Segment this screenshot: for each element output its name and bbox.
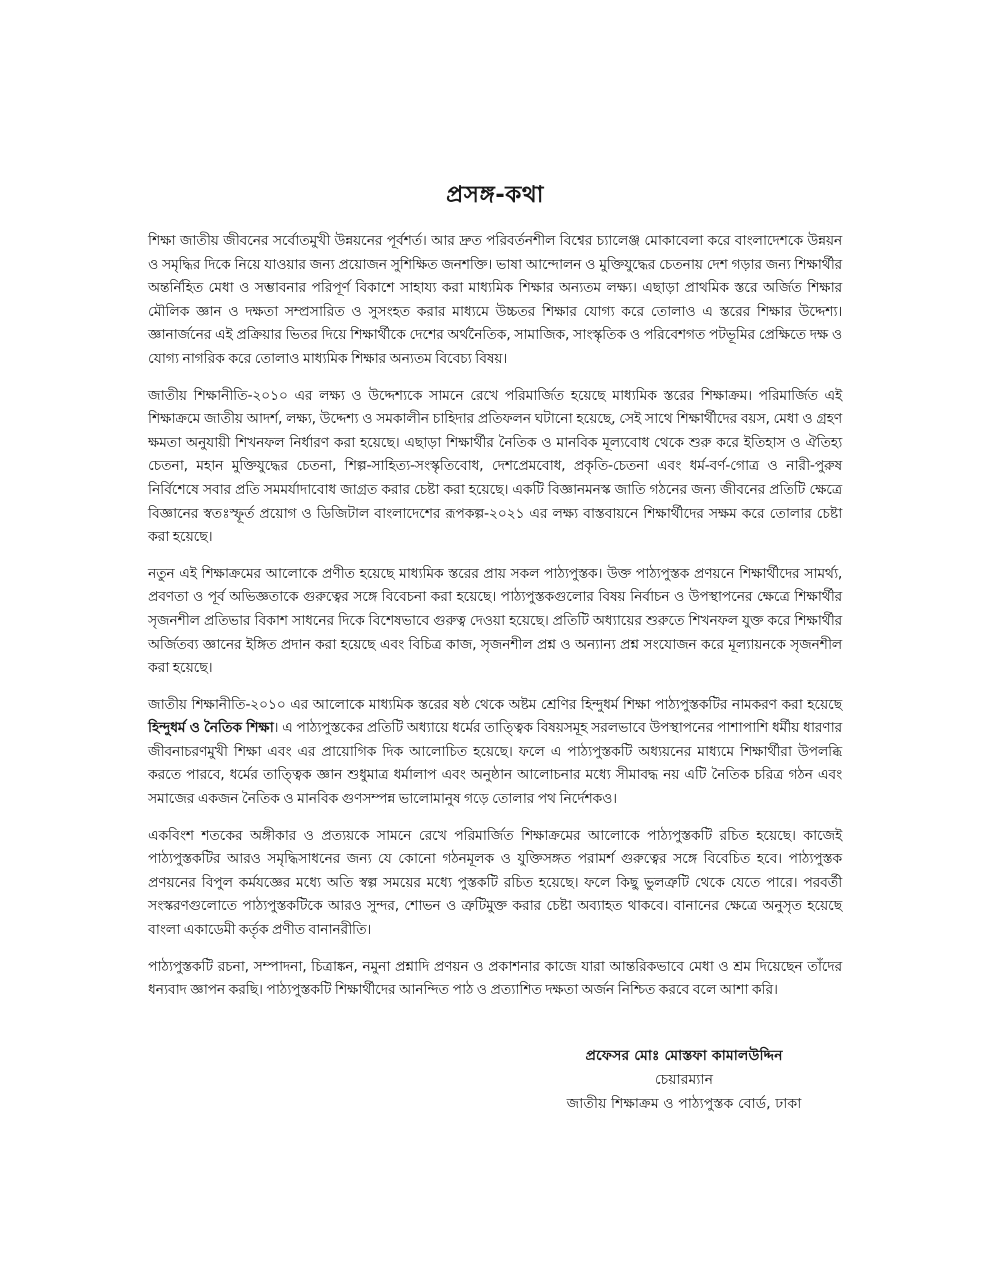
paragraph-3: নতুন এই শিক্ষাক্রমের আলোকে প্রণীত হয়েছে মাধ্যমিক স্তরের প্রায় সকল পাঠ্যপুস্তক। উক্ত পাঠ্যপুস্তক প্রণয়নে শিক্ষার্থীদের সামর্থ্য, প্রবণতা ও পূর্ব অভিজ্ঞতাকে গুরুত্বের সঙ্গে বিবেচনা করা হয়েছে। পাঠ্যপুস্তকগুলোর বিষয় নির্বাচন ও উপস্থাপনের ক্ষেত্রে শিক্ষার্থীর সৃজনশীল প্রতিভার বিকাশ সাধনের দিকে বিশেষভাবে গুরুত্ব দেওয়া হয়েছে। প্রতিটি অধ্যায়ের শুরুতে শিখনফল যুক্ত করে শিক্ষার্থীর অর্জিতব্য জ্ঞানের ইঙ্গিত প্রদান করা হয়েছে এবং বিচিত্র কাজ, সৃজনশীল প্রশ্ন ও অন্যান্য প্রশ্ন সংযোজন করে মূল্যায়নকে সৃজনশীল করা হয়েছে। [148, 565, 842, 677]
signatory-name: প্রফেসর মোঃ মোস্তফা কামালউদ্দিন [585, 1048, 783, 1064]
paragraph-5: একবিংশ শতকের অঙ্গীকার ও প্রত্যয়কে সামনে রেখে পরিমার্জিত শিক্ষাক্রমের আলোকে পাঠ্যপুস্তকটি রচিত হয়েছে। কাজেই পাঠ্যপুস্তকটির আরও সমৃদ্ধিসাধনের জন্য যে কোনো গঠনমূলক ও যুক্তিসঙ্গত পরামর্শ গুরুত্বের সঙ্গে বিবেচিত হবে। পাঠ্যপুস্তক প্রণয়নের বিপুল কর্মযজ্ঞের মধ্যে অতি স্বল্প সময়ের মধ্যে পুস্তকটি রচিত হয়েছে। ফলে কিছু ভুলত্রুটি থেকে যেতে পারে। পরবর্তী সংস্করণগুলোতে পাঠ্যপুস্তকটিকে আরও সুন্দর, শোভন ও ত্রুটিমুক্ত করার চেষ্টা অব্যাহত থাকবে। বানানের ক্ষেত্রে অনুসৃত হয়েছে বাংলা একাডেমী কর্তৃক প্রণীত বানানরীতি। [148, 827, 842, 939]
page-title: প্রসঙ্গ-কথা [446, 182, 544, 208]
paragraph-1: শিক্ষা জাতীয় জীবনের সর্বোতমুখী উন্নয়নের পূর্বশর্ত। আর দ্রুত পরিবর্তনশীল বিশ্বের চ্যালেঞ্জ মোকাবেলা করে বাংলাদেশকে উন্নয়ন ও সমৃদ্ধির দিকে নিয়ে যাওয়ার জন্য প্রয়োজন সুশিক্ষিত জনশক্তি। ভাষা আন্দোলন ও মুক্তিযুদ্ধের চেতনায় দেশ গড়ার জন্য শিক্ষার্থীর অন্তর্নিহিত মেধা ও সম্ভাবনার পরিপূর্ণ বিকাশে সাহায্য করা মাধ্যমিক শিক্ষার অন্যতম লক্ষ্য। এছাড়া প্রাথমিক স্তরে অর্জিত শিক্ষার মৌলিক জ্ঞান ও দক্ষতা সম্প্রসারিত ও সুসংহত করার মাধ্যমে উচ্চতর শিক্ষার যোগ্য করে তোলাও এ স্তরের শিক্ষার উদ্দেশ্য। জ্ঞানার্জনের এই প্রক্রিয়ার ভিতর দিয়ে শিক্ষার্থীকে দেশের অর্থনৈতিক, সামাজিক, সাংস্কৃতিক ও পরিবেশগত পটভূমির প্রেক্ষিতে দক্ষ ও যোগ্য নাগরিক করে তোলাও মাধ্যমিক শিক্ষার অন্যতম বিবেচ্য বিষয়। [148, 233, 842, 367]
paragraph-4-part-2: । এ পাঠ্যপুস্তকের প্রতিটি অধ্যায়ে ধর্মের তাত্ত্বিক বিষয়সমূহ সরলভাবে উপস্থাপনের পাশাপাশি ধর্মীয় ধারণার জীবনাচরণমুখী শিক্ষা এবং এর প্রায়োগিক দিক আলোচিত হয়েছে। ফলে এ পাঠ্যপুস্তকটি অধ্যয়নের মাধ্যমে শিক্ষার্থীরা উপলব্ধি করতে পারবে, ধর্মের তাত্ত্বিক জ্ঞান শুধুমাত্র ধর্মালাপ এবং অনুষ্ঠান আলোচনার মধ্যে সীমাবদ্ধ নয় এটি নৈতিক চরিত্র গঠন এবং সমাজের একজন নৈতিক ও মানবিক গুণসম্পন্ন ভালোমানুষ গড়ে তোলার পথ নির্দেশকও। [148, 720, 842, 808]
paragraph-4 [148, 694, 842, 812]
paragraph-2: জাতীয় শিক্ষানীতি-২০১০ এর লক্ষ্য ও উদ্দেশ্যকে সামনে রেখে পরিমার্জিত হয়েছে মাধ্যমিক স্তরের শিক্ষাক্রম। পরিমার্জিত এই শিক্ষাক্রমে জাতীয় আদর্শ, লক্ষ্য, উদ্দেশ্য ও সমকালীন চাহিদার প্রতিফলন ঘটানো হয়েছে, সেই সাথে শিক্ষার্থীদের বয়স, মেধা ও গ্রহণ ক্ষমতা অনুযায়ী শিখনফল নির্ধারণ করা হয়েছে। এছাড়া শিক্ষার্থীর নৈতিক ও মানবিক মূল্যবোধ থেকে শুরু করে ইতিহাস ও ঐতিহ্য চেতনা, মহান মুক্তিযুদ্ধের চেতনা, শিল্প-সাহিত্য-সংস্কৃতিবোধ, দেশপ্রেমবোধ, প্রকৃতি-চেতনা এবং ধর্ম-বর্ণ-গোত্র ও নারী-পুরুষ নির্বিশেষে সবার প্রতি সমমর্যাদাবোধ জাগ্রত করার চেষ্টা করা হয়েছে। একটি বিজ্ঞানমনস্ক জাতি গঠনের জন্য জীবনের প্রতিটি ক্ষেত্রে বিজ্ঞানের স্বতঃস্ফূর্ত প্রয়োগ ও ডিজিটাল বাংলাদেশের রূপকল্প-২০২১ এর লক্ষ্য বাস্তবায়নে শিক্ষার্থীদের সক্ষম করে তোলার চেষ্টা করা হয়েছে। [148, 387, 843, 546]
body-text [148, 230, 842, 1016]
paragraph-4-part-1: জাতীয় শিক্ষানীতি-২০১০ এর আলোকে মাধ্যমিক স্তরের ষষ্ঠ থেকে অষ্টম শ্রেণির হিন্দুধর্ম শিক্ষা পাঠ্যপুস্তকটির নামকরণ করা হয়েছে [148, 696, 842, 713]
signatory-designation: চেয়ারম্যান [654, 1072, 714, 1088]
paragraph-6: পাঠ্যপুস্তকটি রচনা, সম্পাদনা, চিত্রাঙ্কন, নমুনা প্রশ্নাদি প্রণয়ন ও প্রকাশনার কাজে যারা আন্তরিকভাবে মেধা ও শ্রম দিয়েছেন তাঁদের ধন্যবাদ জ্ঞাপন করছি। পাঠ্যপুস্তকটি শিক্ষার্থীদের আনন্দিত পাঠ ও প্রত্যাশিত দক্ষতা অর্জন নিশ্চিত করবে বলে আশা করি। [148, 958, 842, 999]
signature-block [524, 1044, 844, 1116]
signatory-organization: জাতীয় শিক্ষাক্রম ও পাঠ্যপুস্তক বোর্ড, ঢাকা [566, 1096, 802, 1112]
book-title-bold: হিন্দুধর্ম ও নৈতিক শিক্ষা [148, 720, 274, 737]
